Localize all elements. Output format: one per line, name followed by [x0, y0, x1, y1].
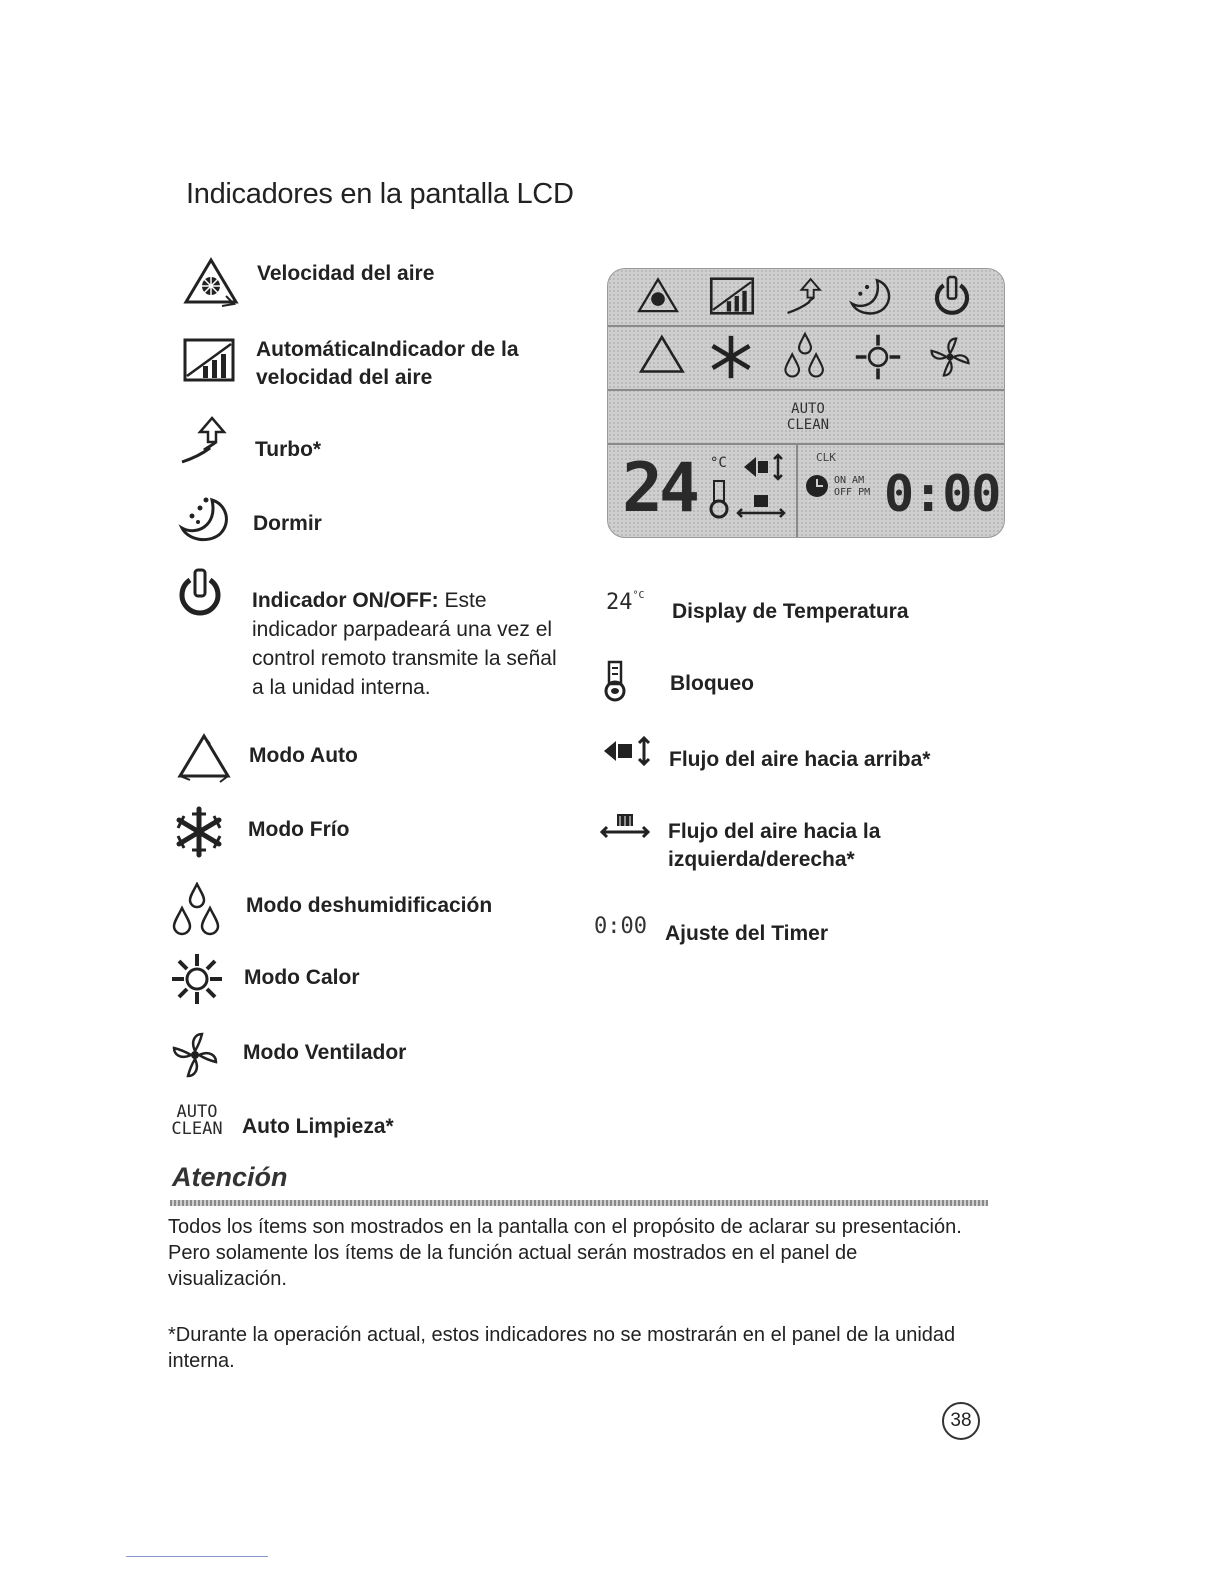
auto-clean-label: Auto Limpieza*	[242, 1115, 394, 1138]
fan-speed-icon	[182, 256, 240, 308]
lcd-auto-clean	[784, 401, 832, 433]
airflow-lr-label: Flujo del aire hacia la izquierda/derecha*	[668, 820, 881, 871]
lcd-timer: 0:00	[884, 465, 1001, 523]
attention-paragraph-2: *Durante la operación actual, estos indicadores no se mostrarán en el panel de la unidad interna.	[168, 1324, 956, 1372]
lcd-auto-clean-2: CLEAN	[786, 417, 830, 433]
power-label-bold: Indicador ON/OFF:	[252, 589, 439, 612]
sleep-label: Dormir	[253, 512, 322, 535]
auto-mode-label: Modo Auto	[249, 744, 358, 767]
lcd-fan-icon	[928, 335, 972, 379]
footer-line	[126, 1556, 268, 1557]
temperature-display-label: Display de Temperatura	[672, 600, 909, 623]
snowflake-icon	[174, 806, 224, 858]
power-label	[252, 586, 570, 702]
airflow-up-icon	[602, 736, 652, 766]
lcd-drops-icon	[782, 331, 828, 381]
attention-paragraph-1: Todos los ítems son mostrados en la pantalla con el propósito de aclarar su presentación. Pero solamente los ítems de la función actual serán mostrados en el panel de visualización.	[168, 1216, 962, 1290]
lcd-auto-fan-speed-icon	[708, 277, 756, 315]
airflow-up-label: Flujo del aire hacia arriba*	[669, 748, 931, 771]
sleep-icon	[178, 496, 234, 544]
timer-icon: 0:00	[594, 914, 647, 939]
auto-fan-speed-icon	[183, 338, 235, 382]
lcd-row-1	[608, 269, 1004, 327]
lcd-auto-clean-1: AUTO	[791, 401, 825, 417]
auto-mode-icon	[174, 732, 232, 784]
attention-heading: Atención	[172, 1162, 288, 1192]
lcd-snowflake-icon	[708, 333, 754, 381]
drops-label: Modo deshumidificación	[246, 894, 493, 917]
fan-speed-label: Velocidad del aire	[257, 262, 435, 285]
lcd-off-pm: OFF PM	[834, 487, 871, 498]
lcd-clock-icon	[806, 475, 828, 497]
fan-label: Modo Ventilador	[243, 1041, 407, 1064]
attention-rule	[170, 1200, 988, 1206]
snowflake-label: Modo Frío	[248, 818, 350, 841]
lcd-lock-icon	[706, 479, 732, 519]
lcd-on-off	[834, 475, 870, 499]
lcd-sleep-icon	[848, 277, 896, 317]
lock-icon	[600, 660, 630, 702]
lcd-clk: CLK	[816, 451, 836, 464]
lcd-fan-speed-icon	[636, 275, 680, 317]
auto-clean-icon-text-2: CLEAN	[171, 1119, 223, 1139]
turbo-icon	[180, 414, 232, 466]
lcd-row-4	[608, 445, 1004, 537]
lcd-on-am: ON AM	[834, 475, 865, 486]
lcd-sun-icon	[854, 333, 902, 381]
lock-label: Bloqueo	[670, 672, 754, 695]
lcd-airflow-up-icon	[742, 453, 786, 481]
power-icon	[176, 568, 224, 620]
auto-clean-icon-text-1: AUTO	[176, 1102, 218, 1122]
lcd-power-icon	[932, 275, 972, 319]
lcd-airflow-lr-icon	[736, 493, 786, 519]
airflow-lr-icon	[600, 812, 650, 840]
lcd-display	[607, 268, 1005, 538]
page-number: 38	[942, 1402, 980, 1440]
drops-icon	[170, 882, 224, 938]
auto-clean-icon	[170, 1104, 224, 1138]
temperature-display-icon	[606, 590, 645, 615]
lcd-auto-mode-icon	[636, 333, 686, 379]
page-title: Indicadores en la pantalla LCD	[186, 178, 574, 210]
lcd-row-3	[608, 391, 1004, 445]
turbo-label: Turbo*	[255, 438, 322, 461]
lcd-turbo-icon	[786, 275, 826, 317]
power-label-rest: Este indicador parpadeará una vez el control remoto transmite la señal a la unidad interna.	[252, 589, 557, 699]
temperature-display-icon-unit: °C	[632, 590, 645, 601]
lcd-temp-unit: °C	[710, 455, 727, 471]
timer-label: Ajuste del Timer	[665, 922, 828, 945]
fan-icon	[170, 1030, 220, 1080]
lcd-temperature: 24	[622, 449, 696, 528]
auto-fan-speed-label: AutomáticaIndicador de la velocidad del aire	[256, 338, 519, 389]
lcd-row-2	[608, 327, 1004, 391]
temperature-display-icon-digits: 24	[606, 590, 633, 615]
sun-icon	[170, 952, 224, 1006]
sun-label: Modo Calor	[244, 966, 360, 989]
